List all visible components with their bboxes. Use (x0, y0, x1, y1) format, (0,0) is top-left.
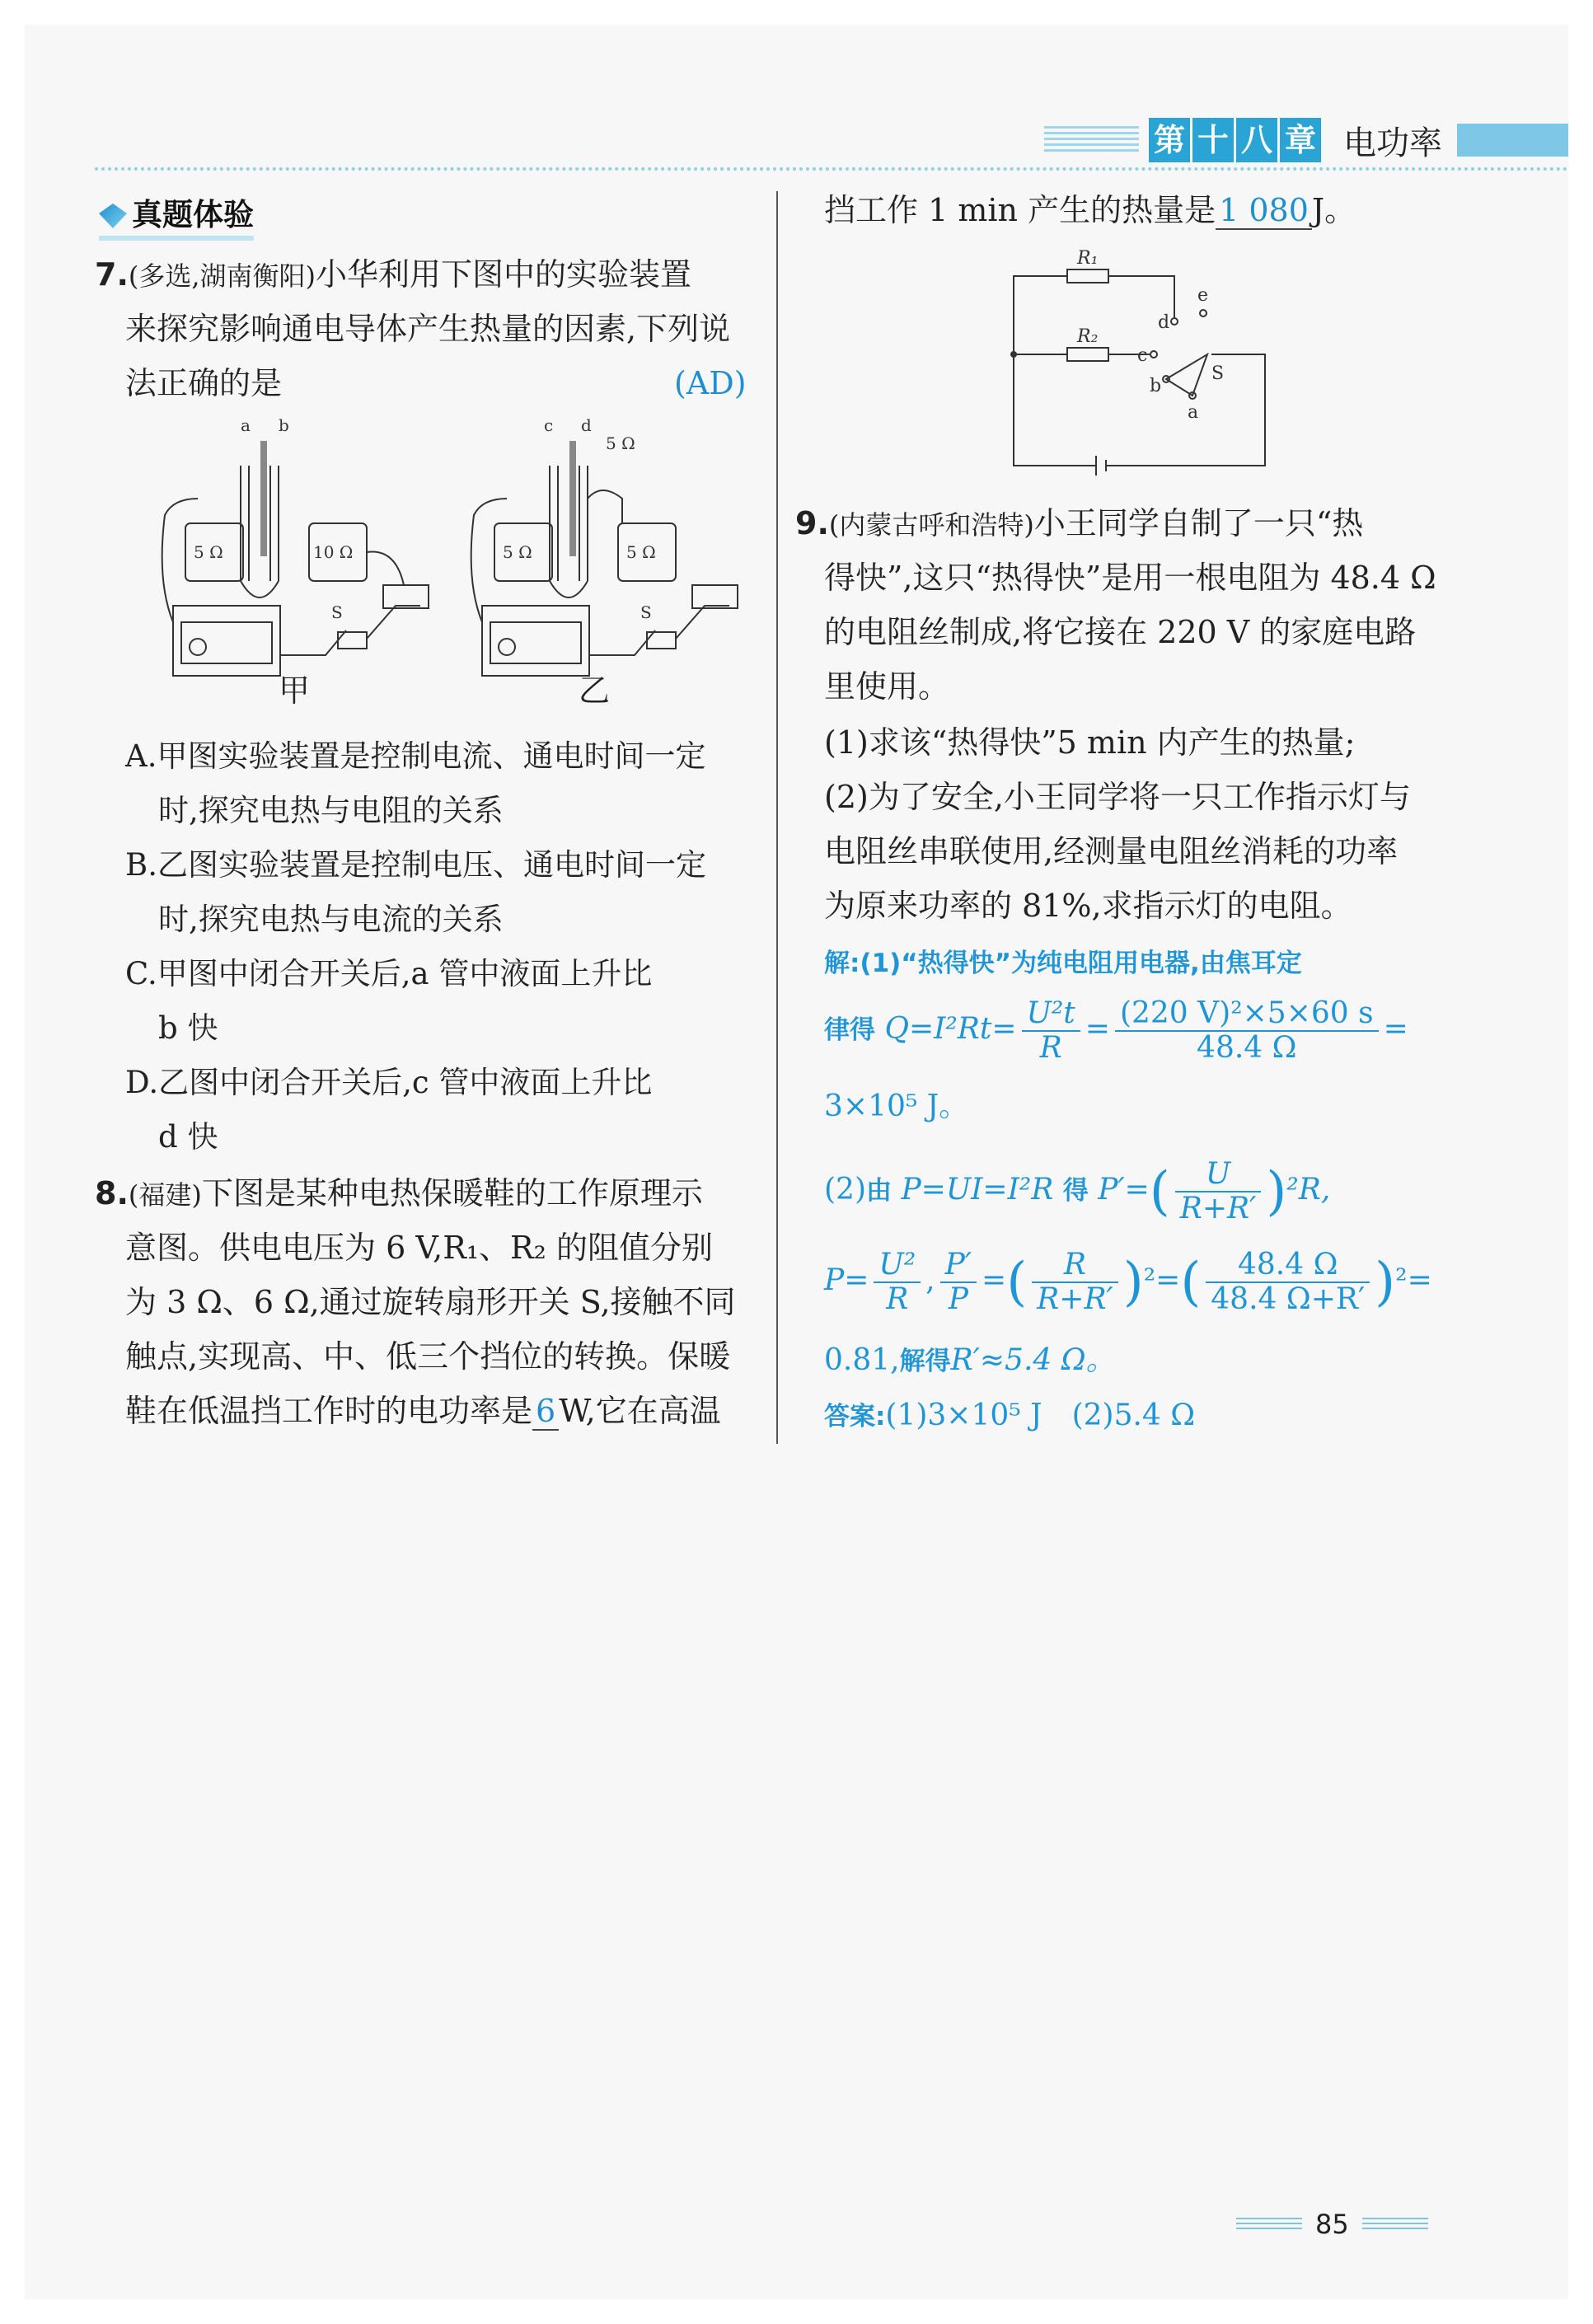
option-a-cont: 时,探究电热与电阻的关系 (158, 793, 504, 828)
question-source: (福建) (128, 1179, 202, 1211)
solution-line3: 3×10⁵ J。 (824, 1089, 969, 1123)
q7-line3: 法正确的是 (125, 365, 283, 401)
denominator: 48.4 Ω (1197, 1031, 1297, 1065)
option-c-cont: b 快 (158, 1010, 218, 1046)
solution-line5: P= $\frac{\text{U²}}{R}$ , $\frac{P'}{P}$ =( $\frac{R}{R+R'}$ )²=( $\frac{48.4 \Omega}{48.4 \Omega+R'}$ )²= (824, 1248, 1432, 1316)
question-text: 小王同学自制了一只“热 (1033, 505, 1364, 541)
text: W,它在高温 (559, 1393, 721, 1429)
fraction (1115, 997, 1379, 1065)
fraction (1022, 997, 1080, 1065)
formula: ²R, (1286, 1173, 1331, 1207)
section-title (99, 190, 254, 241)
chapter-char: 第 (1149, 118, 1190, 162)
solution-label: 得 (1062, 1176, 1089, 1206)
option-a: A.甲图实验装置是控制电流、通电时间一定 (125, 738, 706, 774)
label-c: c (1137, 345, 1148, 366)
switch-label: S (331, 602, 343, 622)
q9-line4: 里使用。 (824, 668, 950, 705)
numerator: U²t (1022, 997, 1080, 1032)
wire (367, 552, 404, 586)
q8-circuit-diagram (1001, 243, 1281, 490)
numerator: U² (874, 1249, 921, 1283)
page-number: 85 (1315, 2209, 1349, 2240)
chapter-char: 八 (1236, 118, 1277, 162)
part-label: (2) (824, 1173, 866, 1207)
denominator: P (948, 1282, 968, 1316)
solution-text: (1)“热得快”为纯电阻用电器,由焦耳定 (860, 949, 1302, 978)
text: J。 (1311, 192, 1356, 228)
q7-line2: 来探究影响通电导体产生热量的因素,下列说 (125, 311, 731, 347)
footer-lines-left (1236, 2218, 1302, 2231)
q8-continued (824, 183, 1356, 237)
resistance-label: 5 Ω (606, 433, 635, 453)
question-source: (多选,湖南衡阳) (128, 260, 316, 292)
question-text: 下图是某种电热保暖鞋的工作原理示 (201, 1175, 703, 1211)
u-tubes (550, 466, 588, 581)
chapter-char: 章 (1280, 118, 1321, 162)
numerator: P′ (940, 1249, 977, 1283)
answer-label: 答案: (824, 1402, 886, 1431)
u-tube-bottom (550, 581, 588, 597)
fraction (940, 1249, 977, 1316)
q9-part2: (2)为了安全,小王同学将一只工作指示灯与 (824, 779, 1411, 815)
option-c: C.甲图中闭合开关后,a 管中液面上升比 (125, 956, 653, 991)
wire (280, 630, 346, 655)
contact-e (1200, 310, 1206, 316)
paren-open: ( (1006, 1252, 1028, 1313)
power-supply (482, 606, 589, 676)
wire (1108, 276, 1174, 317)
formula: Q=I²Rt= (884, 1012, 1017, 1046)
label-a: a (1188, 402, 1199, 423)
question-number: 8. (95, 1175, 129, 1211)
book-icon (99, 204, 127, 228)
question-number: 9. (795, 505, 829, 541)
text: 鞋在低温挡工作时的电功率是 (125, 1393, 533, 1429)
numerator: U (1175, 1158, 1262, 1192)
resistance-label: 5 Ω (626, 542, 656, 562)
battery (1096, 456, 1106, 476)
fraction (874, 1249, 921, 1316)
option-b-cont: 时,探究电热与电流的关系 (158, 902, 504, 937)
figure-caption-jia: 甲 (279, 672, 311, 709)
label-d: d (581, 416, 592, 435)
q9-line7: 电阻丝串联使用,经测量电阻丝消耗的功率 (824, 833, 1399, 869)
tube-connector (588, 490, 622, 523)
dial-icon (499, 639, 515, 655)
page-footer (1236, 2209, 1428, 2240)
q9-part1: (1)求该“热得快”5 min 内产生的热量; (824, 724, 1356, 761)
paren-open: ( (1180, 1252, 1202, 1313)
scale (260, 441, 267, 556)
label-e: e (1197, 285, 1209, 306)
q8-line4: 触点,实现高、中、低三个挡位的转换。保暖 (125, 1338, 731, 1375)
wire (1014, 276, 1067, 354)
paren-close: ) (1375, 1252, 1396, 1313)
figure-caption-yi: 乙 (579, 672, 611, 709)
label-c: c (544, 416, 554, 435)
text: 挡工作 1 min 产生的热量是 (824, 192, 1216, 228)
fill-blank-answer: 6 (532, 1393, 559, 1431)
fan-switch-s (1166, 354, 1207, 396)
fraction (1032, 1249, 1118, 1316)
q9-line8: 为原来功率的 81%,求指示灯的电阻。 (824, 888, 1352, 924)
label-s: S (1211, 363, 1225, 384)
solution-line2: 律得 Q=I²Rt= $\frac{\text{U²t}}{R}$ = $\frac{\text{(220 V)²×5×60 s}}{48.4 \Omega}$ = (824, 996, 1408, 1065)
numerator: R (1032, 1249, 1118, 1283)
dial-icon (190, 639, 206, 655)
question-source: (内蒙古呼和浩特) (828, 509, 1034, 541)
chapter-header (1044, 115, 1568, 165)
q9-line3: 的电阻丝制成,将它接在 220 V 的家庭电路 (824, 614, 1417, 650)
q7-apparatus-figure (148, 416, 742, 713)
chapter-title: 电功率 (1343, 124, 1442, 162)
power-supply-panel (181, 622, 272, 663)
paren-open: ( (1149, 1161, 1170, 1222)
option-d-cont: d 快 (158, 1119, 218, 1155)
label-r1: R₁ (1077, 248, 1099, 269)
wire (367, 606, 420, 639)
u-tube-bottom (241, 581, 279, 597)
resistance-label: 5 Ω (503, 542, 532, 562)
option-d: D.乙图中闭合开关后,c 管中液面上升比 (125, 1065, 653, 1100)
resistor-r2 (1067, 348, 1108, 361)
section-title-text: 真题体验 (132, 197, 254, 232)
resistance-label: 5 Ω (194, 542, 223, 562)
numerator: (220 V)²×5×60 s (1115, 997, 1379, 1032)
wire (589, 630, 655, 655)
wire (162, 499, 198, 622)
resistor-r1 (1067, 269, 1108, 283)
wire (471, 499, 507, 622)
switch-label: S (640, 602, 652, 622)
solution-line1 (824, 935, 1302, 991)
chapter-char: 十 (1192, 118, 1234, 162)
question-text: 小华利用下图中的实验装置 (316, 256, 692, 293)
numerator: 48.4 Ω (1206, 1249, 1370, 1283)
power-supply (173, 606, 280, 676)
junction (1010, 351, 1017, 358)
label-a: a (241, 416, 251, 435)
denominator: 48.4 Ω+R′ (1211, 1282, 1366, 1316)
solution-label: 解: (824, 949, 860, 978)
option-b: B.乙图实验装置是控制电压、通电时间一定 (125, 847, 706, 883)
solution-label: 律得 (824, 1015, 875, 1045)
q9-line2: 得快”,这只“热得快”是用一根电阻为 48.4 Ω (824, 560, 1436, 596)
answer-text: (1)3×10⁵ J (2)5.4 Ω (885, 1399, 1196, 1432)
denominator: R (1039, 1031, 1062, 1065)
q8-line1 (95, 1166, 771, 1222)
wire (1106, 354, 1265, 466)
contact-c (1150, 351, 1157, 358)
wire (676, 606, 729, 639)
u-tubes (241, 466, 279, 581)
denominator: R+R′ (1037, 1282, 1113, 1316)
solution-line6 (824, 1333, 1116, 1389)
denominator: R+R′ (1179, 1192, 1257, 1225)
formula: P′= (1098, 1173, 1150, 1207)
rheostat (383, 585, 429, 608)
header-stripes (1044, 126, 1139, 154)
denominator: R (886, 1282, 909, 1316)
wire (1014, 354, 1096, 466)
formula: P=UI=I²R (901, 1173, 1054, 1207)
label-b: b (1150, 376, 1162, 396)
header-dotted-line (95, 167, 1568, 171)
q8-line3: 为 3 Ω、6 Ω,通过旋转扇形开关 S,接触不同 (125, 1284, 736, 1320)
solution-answer (824, 1389, 1195, 1444)
paren-close: ) (1122, 1252, 1144, 1313)
chapter-label (1149, 118, 1324, 162)
label-d: d (1158, 312, 1170, 333)
header-bar (1457, 124, 1568, 157)
label-b: b (279, 416, 289, 435)
q7-answer: (AD) (674, 365, 747, 401)
paren-close: ) (1266, 1161, 1287, 1222)
q9-line1 (795, 496, 1537, 552)
question-number: 7. (95, 256, 129, 293)
resistance-label: 10 Ω (313, 542, 354, 562)
fraction (1175, 1158, 1262, 1225)
fill-blank-answer: 1 080 (1216, 192, 1312, 230)
formula: P= (824, 1263, 869, 1297)
solution-label: 由 (866, 1176, 892, 1206)
solution-label: 解得 (899, 1347, 951, 1376)
formula: 0.81, (824, 1343, 900, 1377)
power-supply-panel (490, 622, 581, 663)
fraction (1206, 1249, 1370, 1316)
footer-lines-right (1362, 2218, 1428, 2231)
rheostat (692, 585, 738, 608)
q8-line2: 意图。供电电压为 6 V,R₁、R₂ 的阻值分别 (125, 1230, 713, 1266)
solution-line4 (824, 1158, 1330, 1225)
q8-line5 (125, 1384, 721, 1438)
scale (569, 441, 576, 556)
contact-d (1171, 318, 1178, 325)
q7-line1 (95, 247, 754, 303)
label-r2: R₂ (1077, 326, 1099, 347)
formula: R′≈5.4 Ω。 (950, 1343, 1116, 1377)
